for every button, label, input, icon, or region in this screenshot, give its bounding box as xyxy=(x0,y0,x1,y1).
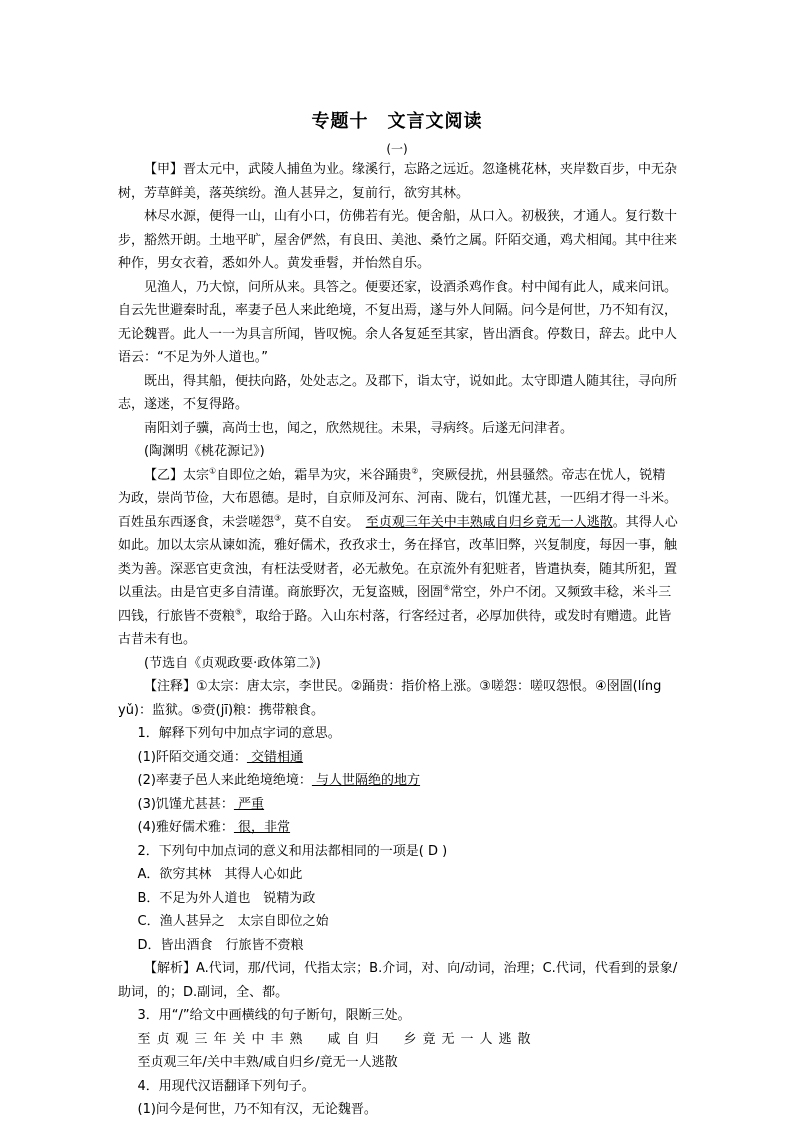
item-answer: 严重 xyxy=(233,796,265,812)
passage-yi-text: ，突厥侵扰，州县骚然。帝志在忧人，锐精为政，崇尚节俭，大布恩德。是时，自京师及河东、河南、陇右，饥馑尤甚，一匹绢才得一斗米。百姓虽东西逐食，未尝嗟怨 xyxy=(118,467,678,530)
passage-yi-text: ，莫不自安。 xyxy=(281,514,353,530)
question-1-item-1 xyxy=(118,746,678,770)
question-4-stem: 4．用现代汉语翻译下列句子。 xyxy=(137,1078,315,1094)
passage-jia-paragraph-2: 林尽水源，便得一山，山有小口，仿佛若有光。便舍船，从口入。初极狭，才通人。复行数十步，豁然开朗。土地平旷，屋舍俨然，有良田、美池、桑竹之属。阡陌交通，鸡犬相闻。其中往来种作，男女衣着，悉如外人。黄发垂髫，并怡然自乐。 xyxy=(118,209,678,271)
question-1-item-3 xyxy=(118,793,678,817)
section-number: (一) xyxy=(386,142,408,156)
question-1-item-4 xyxy=(118,816,678,840)
page-title: 专题十 文言文阅读 xyxy=(311,111,483,132)
passage-yi-text: 自即位之始，霜旱为灾，米谷踊贵 xyxy=(216,467,412,483)
question-4-item-1: (1)问今是何世，乃不知有汉，无论魏晋。 xyxy=(137,1102,377,1117)
passage-yi-text: ，取给于路。入山东村落，行客经过者，必厚加供待，或发时有赠遗。此皆古昔未有也。 xyxy=(118,608,672,647)
note-marker: ③ xyxy=(274,513,282,523)
question-2-option-b: B．不足为外人道也 锐精为政 xyxy=(137,890,316,906)
item-answer: 交错相通 xyxy=(246,749,304,765)
question-1-stem: 1．解释下列句中加点字词的意思。 xyxy=(137,726,341,741)
passage-jia-paragraph-4: 既出，得其船，便扶向路，处处志之。及郡下，诣太守，说如此。太守即遣人随其往，寻向所志，遂迷，不复得路。 xyxy=(118,373,678,412)
item-prompt: (2)率妻子邑人来此绝境绝境： xyxy=(137,773,312,788)
item-answer: 与人世隔绝的地方 xyxy=(311,773,421,788)
question-2-option-c: C．渔人甚异之 太宗自即位之始 xyxy=(137,914,329,929)
document-body xyxy=(118,158,678,1122)
notes: 【注释】①太宗：唐太宗，李世民。②踊贵：指价格上涨。③嗟怨：嗟叹怨恨。④囹圄(líng yǔ)：监狱。⑤赍(jī)粮：携带粮食。 xyxy=(118,679,662,718)
passage-yi-paragraph xyxy=(118,464,678,652)
note-marker: ② xyxy=(411,466,419,476)
passage-yi-text: 【乙】太宗 xyxy=(144,467,210,483)
item-prompt: (1)阡陌交通交通： xyxy=(137,749,247,765)
item-prompt: (4)雅好儒术雅： xyxy=(137,820,234,835)
passage-yi-source: (节选自《贞观政要·政体第二》) xyxy=(144,655,321,671)
passage-yi-text: 常空，外户不闭。又频致丰稔，米斗三四钱，行旅皆不赍粮 xyxy=(118,585,672,624)
question-3-stem: 3．用“/”给文中画横线的句子断句，限断三处。 xyxy=(137,1008,411,1023)
passage-jia-paragraph-5: 南阳刘子骥，高尚士也，闻之，欣然规往。未果，寻病终。后遂无问津者。 xyxy=(144,420,574,436)
passage-jia-paragraph-1: 【甲】晋太元中，武陵人捕鱼为业。缘溪行，忘路之远近。忽逢桃花林，夹岸数百步，中无杂树，芳草鲜美，落英缤纷。渔人甚异之，复前行，欲穷其林。 xyxy=(118,162,678,201)
question-2-option-a: A．欲穷其林 其得人心如此 xyxy=(137,867,303,882)
item-answer: 很，非常 xyxy=(233,820,291,835)
note-marker: ④ xyxy=(443,583,451,593)
note-marker: ⑤ xyxy=(235,607,243,617)
question-1-item-2 xyxy=(118,769,678,793)
note-marker: ① xyxy=(209,466,217,476)
question-2-stem: 2．下列句中加点词的意义和用法都相同的一项是( D ) xyxy=(137,843,448,859)
question-3-answer: 至贞观三年/关中丰熟/咸自归乡/竟无一人逃散 xyxy=(137,1055,398,1070)
passage-jia-source: (陶渊明《桃花源记》) xyxy=(144,444,265,459)
passage-yi-text: 。其得人心如此。加以太宗从谏如流，雅好儒术，孜孜求士，务在择官，改革旧弊，兴复制度，每因一事，触类为善。深恶官吏贪浊，有枉法受财者，必无赦免。在京流外有犯赃者，皆遣执奏，随其所犯，置以重法。由是官吏多自清谨。商旅野次，无复盗贼，囹圄 xyxy=(118,514,678,600)
question-2-option-d: D．皆出酒食 行旅皆不赍粮 xyxy=(137,937,304,953)
passage-jia-paragraph-3: 见渔人，乃大惊，问所从来。具答之。便要还家，设酒杀鸡作食。村中闻有此人，咸来问讯。自云先世避秦时乱，率妻子邑人来此绝境，不复出焉，遂与外人间隔。问今是何世，乃不知有汉，无论魏晋。此人一一为具言所闻，皆叹惋。余人各复延至其家，皆出酒食。停数日，辞去。此中人语云：“不足为外人道也。” xyxy=(118,279,678,365)
underlined-sentence: 至贞观三年关中丰熟咸自归乡竟无一人逃散 xyxy=(365,514,613,530)
item-prompt: (3)饥馑尤甚甚： xyxy=(137,796,234,812)
question-2-analysis: 【解析】A.代词，那/代词，代指太宗；B.介词，对、向/动词，治理；C.代词，代看到的景象/助词，的；D.副词，全、都。 xyxy=(118,961,678,1000)
question-3-spaced-sentence: 至贞观三年关中丰熟 咸自归 乡竟无一人逃散 xyxy=(137,1031,537,1047)
